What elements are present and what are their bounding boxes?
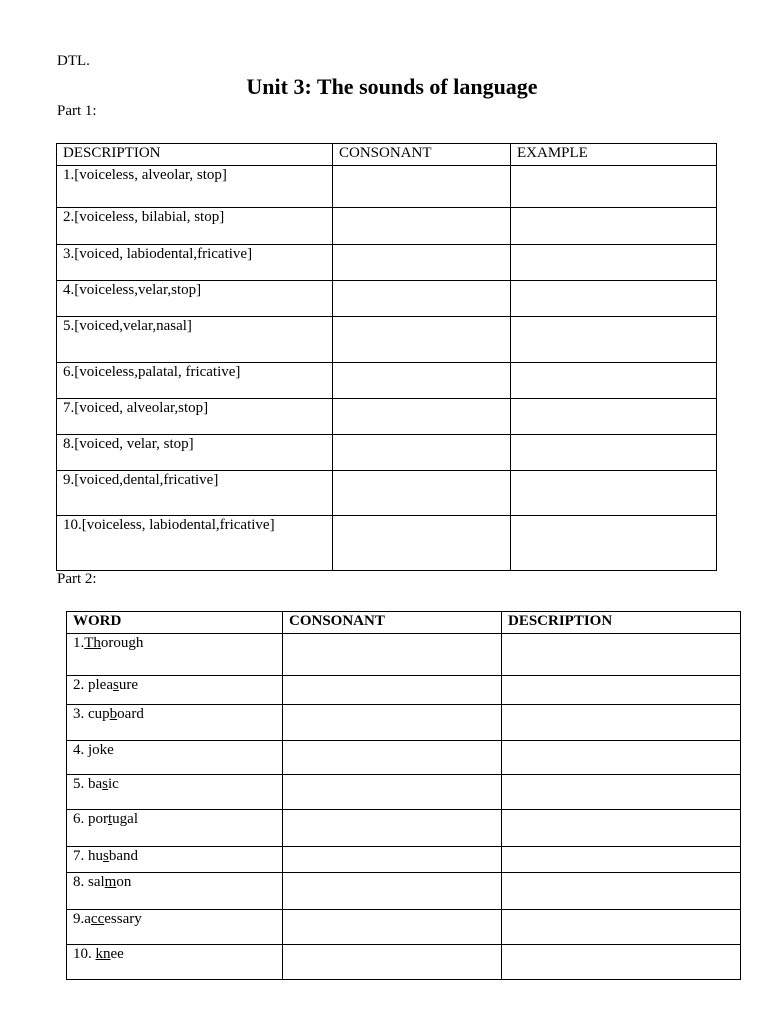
consonant-cell[interactable]	[333, 166, 511, 208]
part1-table	[56, 143, 717, 571]
table-row	[67, 810, 741, 847]
consonant-cell[interactable]	[333, 399, 511, 435]
underlined-sound: cc	[90, 911, 105, 927]
example-cell[interactable]	[511, 245, 717, 281]
part2-label: Part 2:	[57, 571, 97, 587]
word-cell: 10. knee	[67, 945, 283, 980]
word-cell: 1.Thorough	[67, 634, 283, 676]
underlined-sound: s	[112, 677, 119, 693]
part1-label: Part 1:	[57, 103, 97, 119]
consonant-cell[interactable]	[333, 281, 511, 317]
table-row	[67, 741, 741, 775]
column-header: EXAMPLE	[511, 144, 717, 166]
column-header: CONSONANT	[333, 144, 511, 166]
word-cell: 9.accessary	[67, 910, 283, 945]
consonant-cell[interactable]	[283, 705, 502, 741]
description-cell[interactable]	[502, 741, 741, 775]
consonant-cell[interactable]	[283, 910, 502, 945]
underlined-sound: t	[108, 811, 113, 827]
table-row	[67, 676, 741, 705]
underlined-sound: kn	[95, 946, 111, 962]
example-cell[interactable]	[511, 435, 717, 471]
example-cell[interactable]	[511, 281, 717, 317]
document-code: DTL.	[57, 53, 90, 69]
consonant-cell[interactable]	[333, 245, 511, 281]
table-row	[57, 516, 717, 571]
example-cell[interactable]	[511, 363, 717, 399]
example-cell[interactable]	[511, 166, 717, 208]
column-header: WORD	[67, 612, 283, 634]
column-header: CONSONANT	[283, 612, 502, 634]
table-row	[57, 317, 717, 363]
description-cell[interactable]	[502, 810, 741, 847]
consonant-cell[interactable]	[283, 676, 502, 705]
description-cell: 9.[voiced,dental,fricative]	[57, 471, 333, 516]
underlined-sound: b	[109, 706, 118, 722]
description-cell[interactable]	[502, 676, 741, 705]
example-cell[interactable]	[511, 516, 717, 571]
consonant-cell[interactable]	[283, 775, 502, 810]
consonant-cell[interactable]	[333, 471, 511, 516]
table-row	[57, 208, 717, 245]
table-header-row	[67, 612, 741, 634]
underlined-sound: m	[104, 874, 117, 890]
consonant-cell[interactable]	[333, 363, 511, 399]
consonant-cell[interactable]	[333, 435, 511, 471]
table-row	[57, 245, 717, 281]
description-cell: 10.[voiceless, labiodental,fricative]	[57, 516, 333, 571]
table-header-row	[57, 144, 717, 166]
column-header: DESCRIPTION	[502, 612, 741, 634]
table-row	[57, 471, 717, 516]
word-cell: 6. portugal	[67, 810, 283, 847]
table-row	[67, 847, 741, 873]
column-header: DESCRIPTION	[57, 144, 333, 166]
underlined-sound: Th	[84, 635, 101, 651]
description-cell: 5.[voiced,velar,nasal]	[57, 317, 333, 363]
description-cell[interactable]	[502, 873, 741, 910]
example-cell[interactable]	[511, 471, 717, 516]
description-cell: 3.[voiced, labiodental,fricative]	[57, 245, 333, 281]
consonant-cell[interactable]	[283, 810, 502, 847]
consonant-cell[interactable]	[333, 516, 511, 571]
word-cell: 7. husband	[67, 847, 283, 873]
description-cell[interactable]	[502, 910, 741, 945]
consonant-cell[interactable]	[283, 847, 502, 873]
word-cell: 3. cupboard	[67, 705, 283, 741]
description-cell[interactable]	[502, 945, 741, 980]
description-cell: 2.[voiceless, bilabial, stop]	[57, 208, 333, 245]
table-row	[57, 281, 717, 317]
consonant-cell[interactable]	[283, 741, 502, 775]
description-cell: 7.[voiced, alveolar,stop]	[57, 399, 333, 435]
word-cell: 5. basic	[67, 775, 283, 810]
word-cell: 4. joke	[67, 741, 283, 775]
description-cell[interactable]	[502, 775, 741, 810]
description-cell[interactable]	[502, 705, 741, 741]
table-row	[67, 945, 741, 980]
table-row	[57, 363, 717, 399]
page-title: Unit 3: The sounds of language	[246, 74, 538, 99]
table-row	[67, 634, 741, 676]
description-cell[interactable]	[502, 634, 741, 676]
table-row	[67, 910, 741, 945]
consonant-cell[interactable]	[333, 317, 511, 363]
table-row	[67, 705, 741, 741]
consonant-cell[interactable]	[333, 208, 511, 245]
table-row	[57, 399, 717, 435]
example-cell[interactable]	[511, 208, 717, 245]
example-cell[interactable]	[511, 317, 717, 363]
example-cell[interactable]	[511, 399, 717, 435]
underlined-sound: s	[103, 848, 109, 864]
description-cell[interactable]	[502, 847, 741, 873]
description-cell: 6.[voiceless,palatal, fricative]	[57, 363, 333, 399]
table-row	[67, 775, 741, 810]
consonant-cell[interactable]	[283, 873, 502, 910]
description-cell: 1.[voiceless, alveolar, stop]	[57, 166, 333, 208]
underlined-sound: s	[102, 776, 109, 792]
description-cell: 8.[voiced, velar, stop]	[57, 435, 333, 471]
part2-table	[66, 611, 741, 980]
consonant-cell[interactable]	[283, 634, 502, 676]
table-row	[67, 873, 741, 910]
underlined-sound: j	[88, 742, 93, 758]
word-cell: 2. pleasure	[67, 676, 283, 705]
description-cell: 4.[voiceless,velar,stop]	[57, 281, 333, 317]
word-cell: 8. salmon	[67, 873, 283, 910]
table-row	[57, 435, 717, 471]
consonant-cell[interactable]	[283, 945, 502, 980]
table-row	[57, 166, 717, 208]
